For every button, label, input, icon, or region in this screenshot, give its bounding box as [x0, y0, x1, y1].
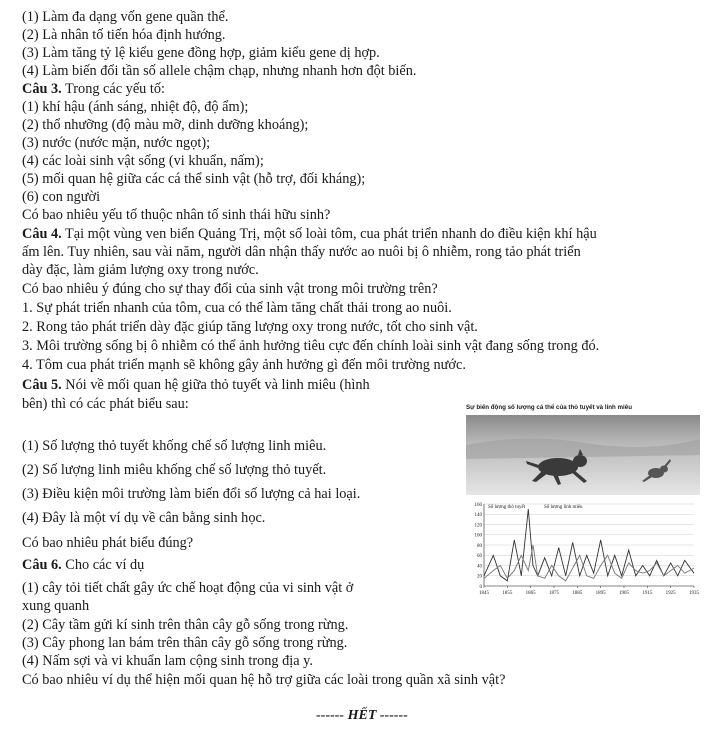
question-5-heading: Câu 5. Nói về mối quan hệ giữa thỏ tuyết và linh miêu (hình — [22, 377, 370, 393]
question-6-heading: Câu 6. Cho các ví dụ — [22, 557, 145, 573]
y-tick-label: 40 — [477, 564, 482, 570]
option-3: (3) Làm tăng tỷ lệ kiểu gene đồng hợp, giảm kiểu gene dị hợp. — [22, 45, 380, 61]
legend-hare: Số lượng thỏ tuyết — [488, 505, 526, 510]
q6-item: (1) cây tỏi tiết chất gây ức chế hoạt động của vi sinh vật ở — [22, 580, 354, 596]
question-label: Câu 3. — [22, 81, 62, 97]
population-chart — [466, 498, 704, 600]
x-tick-label: 1855 — [502, 591, 513, 596]
y-tick-label: 100 — [474, 533, 482, 539]
q4-question: Có bao nhiêu ý đúng cho sự thay đổi của sinh vật trong môi trường trên? — [22, 281, 438, 297]
population-chart-svg — [466, 498, 704, 600]
q6-item: (3) Cây phong lan bám trên thân cây gỗ sống trong rừng. — [22, 635, 348, 651]
q4-item: 3. Môi trường sống bị ô nhiễm có thể ảnh hưởng tiêu cực đến chính loài sinh vật đang sống trong đó. — [22, 338, 600, 354]
question-label: Câu 4. — [22, 226, 62, 242]
option-2: (2) Là nhân tố tiến hóa định hướng. — [22, 27, 226, 43]
x-tick-label: 1875 — [549, 591, 559, 596]
y-tick-label: 20 — [477, 574, 482, 580]
photo-illustration — [466, 415, 700, 495]
q6-item-continued: xung quanh — [22, 598, 90, 614]
q3-item: (4) các loài sinh vật sống (vi khuẩn, nấm); — [22, 153, 264, 169]
x-tick-label: 1865 — [525, 591, 536, 596]
x-tick-label: 1935 — [689, 591, 699, 596]
x-tick-label: 1915 — [642, 591, 653, 596]
option-4: (4) Làm biến đổi tần số allele chậm chạp, nhưng nhanh hơn đột biến. — [22, 63, 417, 79]
end-marker: ------ HẾT ------ — [316, 708, 408, 723]
q3-item: (3) nước (nước mặn, nước ngọt); — [22, 135, 211, 151]
q3-item: (5) mối quan hệ giữa các cá thể sinh vật (hỗ trợ, đối kháng); — [22, 171, 366, 187]
q3-item: (2) thổ nhưỡng (độ màu mỡ, dinh dưỡng khoáng); — [22, 117, 309, 133]
x-tick-label: 1925 — [665, 591, 676, 596]
q3-item: (1) khí hậu (ánh sáng, nhiệt độ, độ ẩm); — [22, 99, 249, 115]
question-label: Câu 5. — [22, 377, 62, 393]
y-tick-label: 160 — [474, 502, 482, 508]
q4-intro-line: ấm lên. Tuy nhiên, sau vài năm, người dân nhận thấy nước ao nuôi bị ô nhiễm, rong tảo phát triển — [22, 244, 581, 260]
y-tick-label: 80 — [477, 543, 482, 549]
q4-item: 1. Sự phát triển nhanh của tôm, cua có thể làm tăng chất thải trong ao nuôi. — [22, 300, 452, 316]
q6-item: (2) Cây tầm gửi kí sinh trên thân cây gỗ sống trong rừng. — [22, 617, 349, 633]
q5-item: (2) Số lượng linh miêu khống chế số lượng thỏ tuyết. — [22, 462, 327, 478]
figure-hare-lynx — [466, 404, 704, 600]
question-3-heading: Câu 3. Trong các yếu tố: — [22, 81, 165, 97]
q5-question: Có bao nhiêu phát biểu đúng? — [22, 535, 194, 551]
option-1: (1) Làm đa dạng vốn gene quần thể. — [22, 9, 229, 25]
q6-question: Có bao nhiêu ví dụ thể hiện mối quan hệ hỗ trợ giữa các loài trong quần xã sinh vật? — [22, 672, 506, 688]
y-tick-label: 0 — [479, 584, 482, 590]
legend-lynx: Số lượng linh miêu — [544, 505, 583, 510]
q6-item: (4) Nấm sợi và vi khuẩn lam cộng sinh trong địa y. — [22, 653, 313, 669]
figure-title: Sự biến động số lượng cá thể của thỏ tuyết và linh miêu — [466, 404, 633, 411]
x-tick-label: 1905 — [619, 591, 629, 596]
question-4-heading: Câu 4. Tại một vùng ven biển Quảng Trị, một số loài tôm, cua phát triển nhanh do điều kiện khí hậu — [22, 226, 597, 242]
x-tick-label: 1845 — [479, 591, 489, 596]
q5-item: (3) Điều kiện môi trường làm biến đổi số lượng cả hai loại. — [22, 486, 361, 502]
q5-intro-line: bên) thì có các phát biểu sau: — [22, 396, 189, 412]
question-label: Câu 6. — [22, 557, 62, 573]
q4-item: 4. Tôm cua phát triển mạnh sẽ không gây ảnh hưởng gì đến môi trường nước. — [22, 357, 466, 373]
q4-intro-line: dày đặc, làm giảm lượng oxy trong nước. — [22, 262, 259, 278]
q5-item: (1) Số lượng thỏ tuyết khống chế số lượng linh miêu. — [22, 438, 327, 454]
y-tick-label: 120 — [474, 523, 482, 529]
q4-item: 2. Rong tảo phát triển dày đặc giúp tăng lượng oxy trong nước, tốt cho sinh vật. — [22, 319, 478, 335]
x-tick-label: 1885 — [572, 591, 583, 596]
q3-item: (6) con người — [22, 189, 101, 205]
lynx-hare-photo — [466, 415, 700, 495]
y-tick-label: 140 — [474, 513, 482, 519]
q3-question: Có bao nhiêu yếu tố thuộc nhân tố sinh thái hữu sinh? — [22, 207, 331, 223]
y-tick-label: 60 — [477, 554, 482, 560]
q5-item: (4) Đây là một ví dụ về cân bằng sinh học. — [22, 510, 266, 526]
x-tick-label: 1895 — [595, 591, 606, 596]
